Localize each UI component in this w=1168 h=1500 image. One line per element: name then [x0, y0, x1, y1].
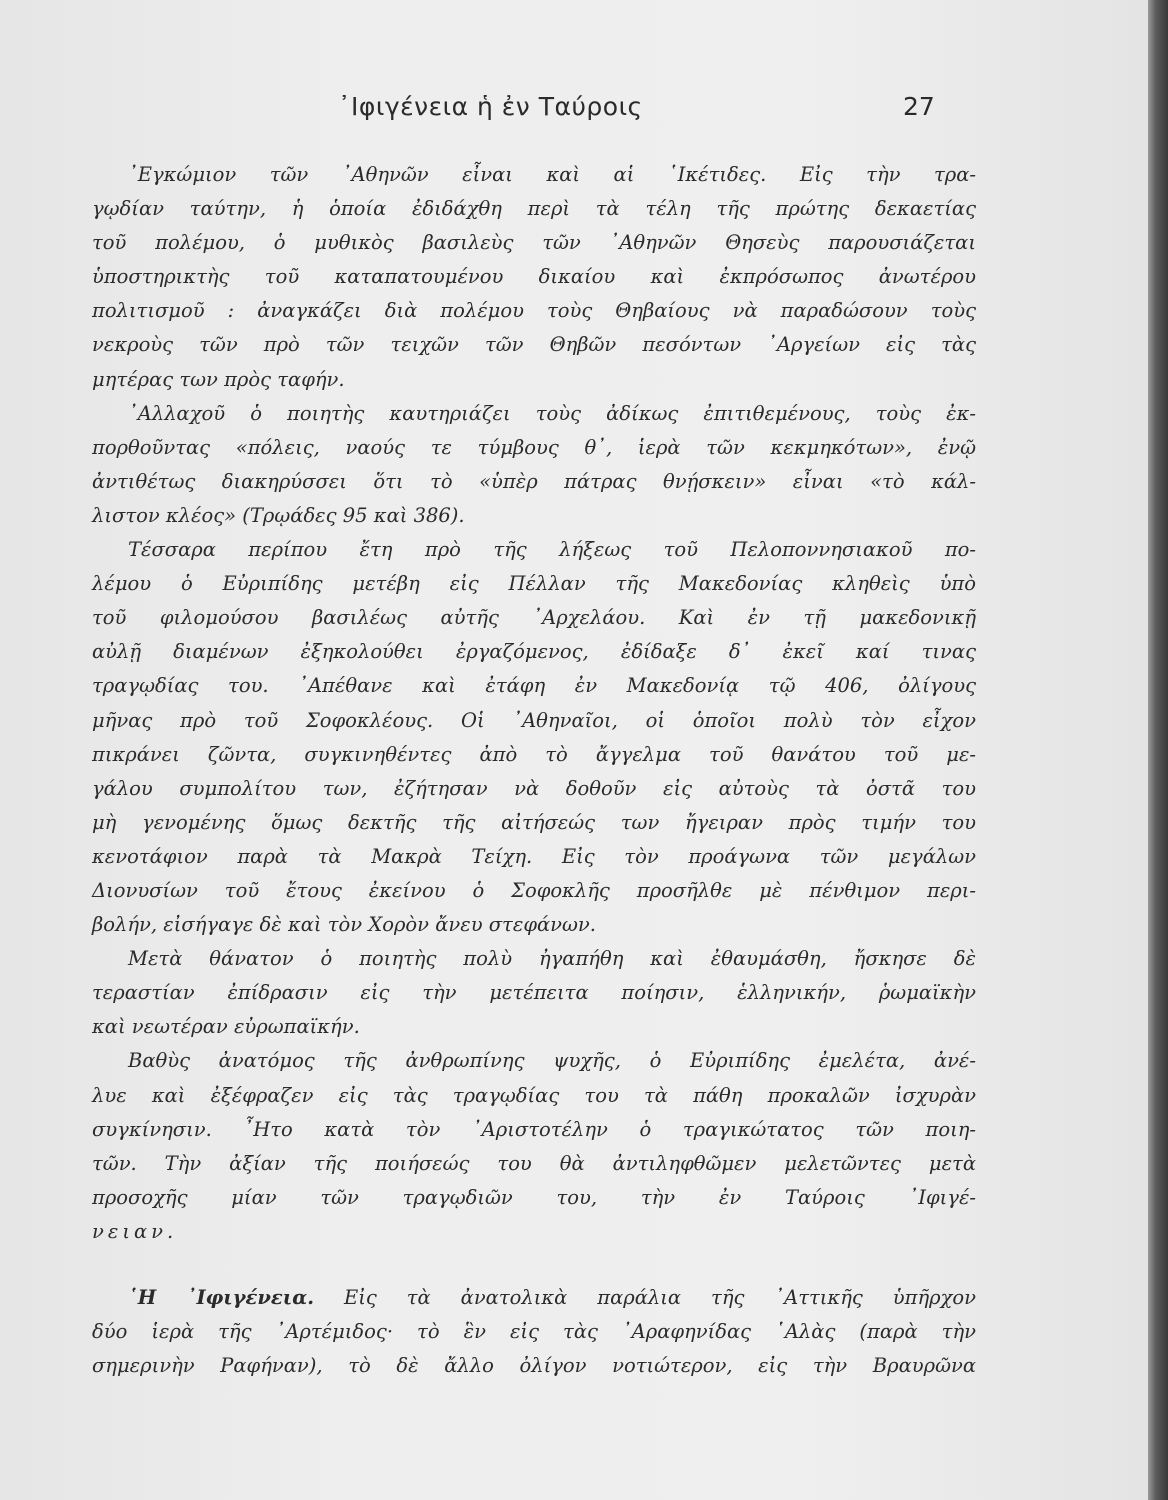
text-line: πολιτισμοῦ : ἀναγκάζει διὰ πολέμου τοὺς Θηβαίους νὰ παραδώσουν τοὺς	[92, 299, 976, 323]
text-line: τῶν. Τὴν ἀξίαν τῆς ποιήσεώς του θὰ ἀντιληφθῶμεν μελετῶντες μετὰ	[92, 1151, 976, 1175]
paragraph-hiketides	[92, 158, 976, 397]
paragraph-macedonia	[92, 533, 976, 942]
text-line: Διονυσίων τοῦ ἔτους ἐκείνου ὁ Σοφοκλῆς προσῆλθε μὲ πένθιμον περι-	[92, 878, 976, 902]
text-line: καὶ νεωτέραν εὐρωπαϊκήν.	[92, 1015, 360, 1039]
text-line: σημερινὴν Ραφήναν), τὸ δὲ ἄλλο ὀλίγον νοτιώτερον, εἰς τὴν Βραυρῶνα	[92, 1354, 976, 1378]
body-text	[92, 158, 976, 1383]
text-line: Βαθὺς ἀνατόμος τῆς ἀνθρωπίνης ψυχῆς, ὁ Εὐριπίδης ἐμελέτα, ἀνέ-	[128, 1049, 976, 1073]
text-line: τοῦ φιλομούσου βασιλέως αὐτῆς ᾿Αρχελάου. Καὶ ἐν τῇ μακεδονικῇ	[92, 606, 976, 630]
text-line: πορθοῦντας «πόλεις, ναούς τε τύμβους θ᾿, ἱερὰ τῶν κεκμηκότων», ἐνῷ	[92, 435, 976, 459]
text-line: μητέρας των πρὸς ταφήν.	[92, 367, 345, 391]
text-line: τεραστίαν ἐπίδρασιν εἰς τὴν μετέπειτα ποίησιν, ἑλληνικήν, ῥωμαϊκὴν	[92, 981, 976, 1005]
running-title: ᾿Ιφιγένεια ἡ ἐν Ταύροις	[338, 92, 643, 121]
text-line: λέμου ὁ Εὐριπίδης μετέβη εἰς Πέλλαν τῆς Μακεδονίας κληθεὶς ὑπὸ	[92, 572, 976, 596]
text-line: αὐλῇ διαμένων ἐξηκολούθει ἐργαζόμενος, ἐδίδαξε δ᾿ ἐκεῖ καί τινας	[92, 640, 976, 664]
page-header	[0, 92, 1148, 132]
text-line: Τέσσαρα περίπου ἔτη πρὸ τῆς λήξεως τοῦ Πελοποννησιακοῦ πο-	[128, 538, 976, 562]
text-line: πικράνει ζῶντα, συγκινηθέντες ἀπὸ τὸ ἄγγελμα τοῦ θανάτου τοῦ με-	[92, 742, 976, 766]
text-line: μῆνας πρὸ τοῦ Σοφοκλέους. Οἱ ᾿Αθηναῖοι, οἱ ὁποῖοι πολὺ τὸν εἶχον	[92, 708, 976, 732]
text-line: τραγῳδίας του. ᾿Απέθανε καὶ ἐτάφη ἐν Μακεδονίᾳ τῷ 406, ὀλίγους	[92, 674, 976, 698]
text-line: συγκίνησιν. ῏Ητο κατὰ τὸν ᾿Αριστοτέλην ὁ τραγικώτατος τῶν ποιη-	[92, 1117, 976, 1141]
text-line: λυε καὶ ἐξέφραζεν εἰς τὰς τραγῳδίας του τὰ πάθη προκαλῶν ἰσχυρὰν	[92, 1083, 976, 1107]
section-first-line	[92, 1281, 976, 1315]
text-line: γῳδίαν ταύτην, ἡ ὁποία ἐδιδάχθη περὶ τὰ τέλη τῆς πρώτης δεκαετίας	[92, 197, 976, 221]
text-line: τοῦ πολέμου, ὁ μυθικὸς βασιλεὺς τῶν ᾿Αθηνῶν Θησεὺς παρουσιάζεται	[92, 231, 976, 255]
text-line: ᾿Εγκώμιον τῶν ᾿Αθηνῶν εἶναι καὶ αἱ ῾Ικέτιδες. Εἰς τὴν τρα-	[128, 163, 976, 186]
text-line: γάλου συμπολίτου των, ἐζήτησαν νὰ δοθοῦν εἰς αὐτοὺς τὰ ὀστᾶ του	[92, 776, 976, 800]
text-line: ᾿Αλλαχοῦ ὁ ποιητὴς καυτηριάζει τοὺς ἀδίκως ἐπιτιθεμένους, τοὺς ἐκ-	[128, 401, 976, 425]
paragraph-influence	[92, 942, 976, 1044]
text-line: ὑποστηρικτὴς τοῦ καταπατουμένου δικαίου καὶ ἐκπρόσωπος ἀνωτέρου	[92, 265, 976, 289]
page-edge-shadow	[1148, 0, 1168, 1500]
text-line: μὴ γενομένης ὅμως δεκτῆς τῆς αἰτήσεώς των ἤγειραν πρὸς τιμήν του	[92, 810, 976, 834]
text-line: προσοχῆς μίαν τῶν τραγῳδιῶν του, τὴν ἐν Ταύροις ᾿Ιφιγέ-	[92, 1185, 976, 1209]
text-line: βολήν, εἰσήγαγε δὲ καὶ τὸν Χορὸν ἄνευ στεφάνων.	[92, 913, 596, 937]
text-line: δύο ἱερὰ τῆς ᾿Αρτέμιδος· τὸ ἓν εἰς τὰς ᾿Αραφηνίδας ῾Αλὰς (παρὰ τὴν	[92, 1320, 976, 1344]
page-number: 27	[903, 92, 935, 121]
text-line: ἀντιθέτως διακηρύσσει ὅτι τὸ «ὑπὲρ πάτρας θνῄσκειν» εἶναι «τὸ κάλ-	[92, 469, 976, 493]
paragraph-troades	[92, 397, 976, 533]
text-line: κενοτάφιον παρὰ τὰ Μακρὰ Τείχη. Εἰς τὸν προάγωνα τῶν μεγάλων	[92, 844, 976, 868]
section-heading: ῾Η ᾿Ιφιγένεια.	[128, 1286, 315, 1309]
text-line: Μετὰ θάνατον ὁ ποιητὴς πολὺ ἠγαπήθη καὶ ἐθαυμάσθη, ἤσκησε δὲ	[128, 947, 976, 971]
section-first-line-text: Εἰς τὰ ἀνατολικὰ παράλια τῆς ᾿Αττικῆς ὑπῆρχον	[343, 1286, 976, 1309]
text-line: λιστον κλέος» (Τρῳάδες 95 καὶ 386).	[92, 503, 465, 527]
paragraph-psyche	[92, 1044, 976, 1249]
text-line: νεκροὺς τῶν πρὸ τῶν τειχῶν τῶν Θηβῶν πεσόντων ᾿Αργείων εἰς τὰς	[92, 333, 976, 357]
text-line: νειαν.	[92, 1219, 178, 1243]
section-iphigeneia	[92, 1281, 976, 1383]
section-gap	[92, 1249, 976, 1281]
